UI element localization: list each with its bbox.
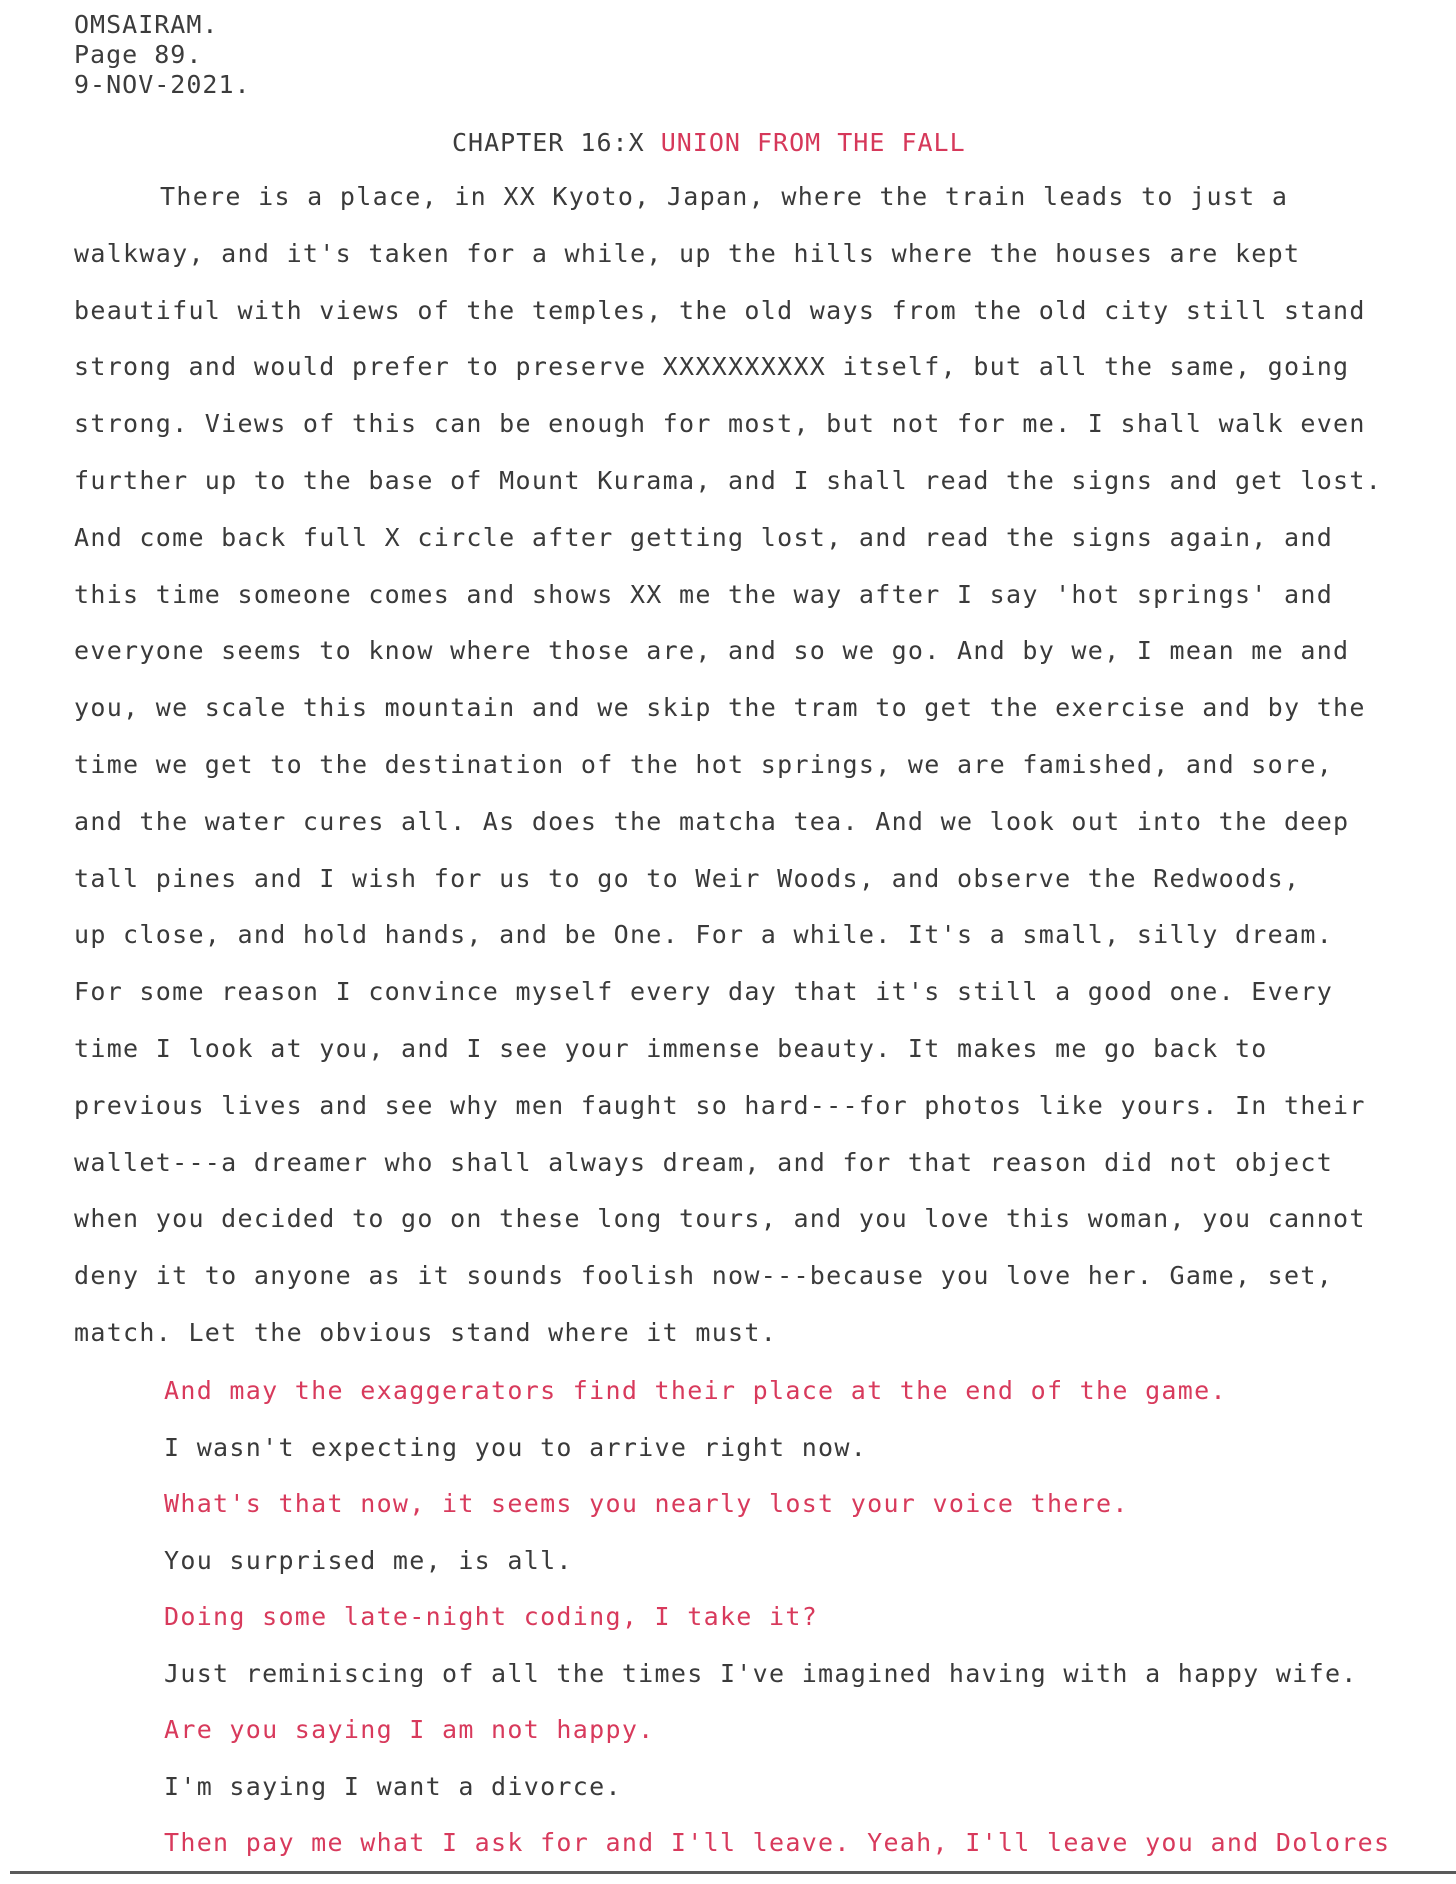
- dialogue-section: [164, 1375, 1454, 1884]
- header-page-number: Page 89.: [74, 40, 203, 69]
- dialogue-line-speaker-a: And may the exaggerators find their place at the end of the game.: [164, 1376, 1227, 1405]
- dialogue-line-speaker-b: Just reminiscing of all the times I've imagined having with a happy wife.: [164, 1658, 1358, 1688]
- narrative-line: wallet---a dreamer who shall always dream, and for that reason did not object: [74, 1147, 1334, 1177]
- narrative-line: match. Let the obvious stand where it must.: [74, 1317, 778, 1347]
- dialogue-line-speaker-a: Are you saying I am not happy.: [164, 1715, 655, 1744]
- narrative-line: you, we scale this mountain and we skip the tram to get the exercise and by the: [74, 693, 1366, 723]
- narrative-line: further up to the base of Mount Kurama, and I shall read the signs and get lost.: [74, 465, 1383, 495]
- dialogue-line-speaker-b: You surprised me, is all.: [164, 1545, 573, 1575]
- narrative-line: time we get to the destination of the hot springs, we are famished, and sore,: [74, 749, 1334, 779]
- chapter-number: CHAPTER 16:X: [452, 128, 645, 157]
- page-header: [74, 10, 251, 100]
- narrative-line: when you decided to go on these long tours, and you love this woman, you cannot: [74, 1204, 1366, 1234]
- chapter-title: [452, 128, 966, 157]
- narrative-line: tall pines and I wish for us to go to Weir Woods, and observe the Redwoods,: [74, 863, 1301, 893]
- narrative-line: previous lives and see why men faught so hard---for photos like yours. In their: [74, 1090, 1366, 1120]
- narrative-line: everyone seems to know where those are, and so we go. And by we, I mean me and: [74, 636, 1350, 666]
- narrative-line: deny it to anyone as it sounds foolish now---because you love her. Game, set,: [74, 1261, 1334, 1291]
- header-date: 9-NOV-2021.: [74, 70, 251, 99]
- dialogue-line-speaker-a: Then pay me what I ask for and I'll leave. Yeah, I'll leave you and Dolores: [164, 1828, 1391, 1857]
- narrative-line: walkway, and it's taken for a while, up the hills where the houses are kept: [74, 238, 1301, 268]
- header-line-1: OMSAIRAM.: [74, 10, 219, 39]
- narrative-line: And come back full X circle after getting lost, and read the signs again, and: [74, 522, 1334, 552]
- narrative-body: [74, 181, 1434, 1374]
- narrative-line: There is a place, in XX Kyoto, Japan, where the train leads to just a: [160, 182, 1289, 211]
- narrative-line: this time someone comes and shows XX me the way after I say 'hot springs' and: [74, 579, 1334, 609]
- narrative-line: strong. Views of this can be enough for most, but not for me. I shall walk even: [74, 409, 1366, 439]
- dialogue-line-speaker-b: I wasn't expecting you to arrive right now.: [164, 1432, 868, 1462]
- dialogue-line-speaker-a: What's that now, it seems you nearly lost your voice there.: [164, 1489, 1129, 1518]
- dialogue-line-speaker-b: I'm saying I want a divorce.: [164, 1771, 622, 1801]
- narrative-line: up close, and hold hands, and be One. For a while. It's a small, silly dream.: [74, 920, 1334, 950]
- scan-bottom-edge: [10, 1871, 1456, 1874]
- chapter-name: UNION FROM THE FALL: [660, 128, 966, 157]
- narrative-line: For some reason I convince myself every day that it's still a good one. Every: [74, 977, 1334, 1007]
- narrative-line: strong and would prefer to preserve XXXXXXXXXX itself, but all the same, going: [74, 352, 1350, 382]
- dialogue-line-speaker-a: Doing some late-night coding, I take it?: [164, 1602, 819, 1631]
- narrative-line: beautiful with views of the temples, the old ways from the old city still stand: [74, 295, 1366, 325]
- narrative-line: time I look at you, and I see your immense beauty. It makes me go back to: [74, 1033, 1268, 1063]
- narrative-line: and the water cures all. As does the matcha tea. And we look out into the deep: [74, 806, 1350, 836]
